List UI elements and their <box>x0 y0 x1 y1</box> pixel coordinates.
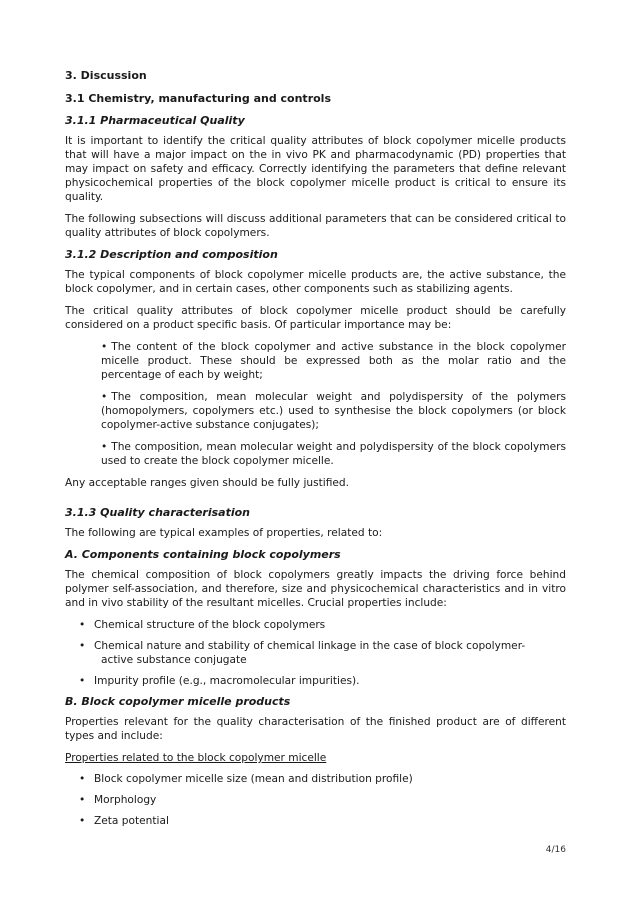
list-item: • Chemical nature and stability of chemical linkage in the case of block copolymer- active substance conjugate <box>79 640 526 666</box>
list-item: • Chemical structure of the block copolymers <box>79 619 326 631</box>
list-item: • Zeta potential <box>79 815 169 827</box>
bullet-icon: • <box>79 773 86 785</box>
micelle-properties-list <box>65 772 566 828</box>
list-item: • Morphology <box>79 794 157 806</box>
section-heading-discussion: 3. Discussion <box>65 69 147 82</box>
bullet-icon: • <box>79 815 86 827</box>
paragraph-critical-attributes: The critical quality attributes of block copolymer micelle product should be carefully considered on a product specific basis. Of particular importance may be: <box>65 305 566 331</box>
bullet-icon: • <box>79 675 86 687</box>
paragraph-acceptable-ranges: Any acceptable ranges given should be fully justified. <box>65 477 350 489</box>
subsection-heading-pharmaceutical-quality: 3.1.1 Pharmaceutical Quality <box>65 114 245 127</box>
bullet-icon: • <box>79 640 86 652</box>
underlined-heading-micelle-properties: Properties related to the block copolymer micelle <box>65 752 327 764</box>
subsection-heading-description: 3.1.2 Description and composition <box>65 248 278 261</box>
paragraph-chemical-composition: The chemical composition of block copolymers greatly impacts the driving force behind polymer self-association, and therefore, size and physicochemical characteristics and in vitro and in vivo stability of the resultant micelles. Crucial properties include: <box>65 569 566 609</box>
paragraph-typical-components: The typical components of block copolymer micelle products are, the active substance, the block copolymer, and in certain cases, other components such as stabilizing agents. <box>65 269 566 295</box>
section-heading-cmc: 3.1 Chemistry, manufacturing and controls <box>65 92 331 105</box>
bullet-icon: • <box>101 341 108 353</box>
bullet-icon: • <box>79 794 86 806</box>
bullet-icon: • <box>79 619 86 631</box>
bullet-icon: • <box>101 391 108 403</box>
paragraph-properties-relevant: Properties relevant for the quality characterisation of the finished product are of different types and include: <box>65 716 566 742</box>
page-number: 4/16 <box>545 845 566 855</box>
subheading-components: A. Components containing block copolymers <box>65 548 341 561</box>
crucial-properties-list <box>65 618 566 688</box>
subheading-micelle-products: B. Block copolymer micelle products <box>65 695 291 708</box>
list-item: • The content of the block copolymer and active substance in the block copolymer micelle product. These should be expressed both as the molar ratio and the percentage of each by weight; <box>101 341 566 381</box>
list-item: • The composition, mean molecular weight and polydispersity of the block copolymers used to create the block copolymer micelle. <box>101 441 566 467</box>
list-item: • Block copolymer micelle size (mean and distribution profile) <box>79 773 413 785</box>
composition-list <box>101 340 566 468</box>
paragraph-quality-attributes: It is important to identify the critical quality attributes of block copolymer micelle products that will have a major impact on the in vivo PK and pharmacodynamic (PD) properties that may impact on safety and efficacy. Correctly identifying the parameters that define relevant physicochemical properties of the block copolymer micelle product is critical to ensure its quality. <box>65 135 566 203</box>
paragraph-following-subsections: The following subsections will discuss additional parameters that can be considered critical to quality attributes of block copolymers. <box>65 213 566 239</box>
subsection-heading-quality-characterisation: 3.1.3 Quality characterisation <box>65 506 250 519</box>
paragraph-typical-examples: The following are typical examples of properties, related to: <box>65 527 383 539</box>
list-item: • Impurity profile (e.g., macromolecular impurities). <box>79 675 360 687</box>
list-item: • The composition, mean molecular weight and polydispersity of the polymers (homopolymers, copolymers etc.) used to synthesise the block copolymers (or block copolymer-active substance conjugates); <box>101 391 566 431</box>
bullet-icon: • <box>101 441 108 453</box>
